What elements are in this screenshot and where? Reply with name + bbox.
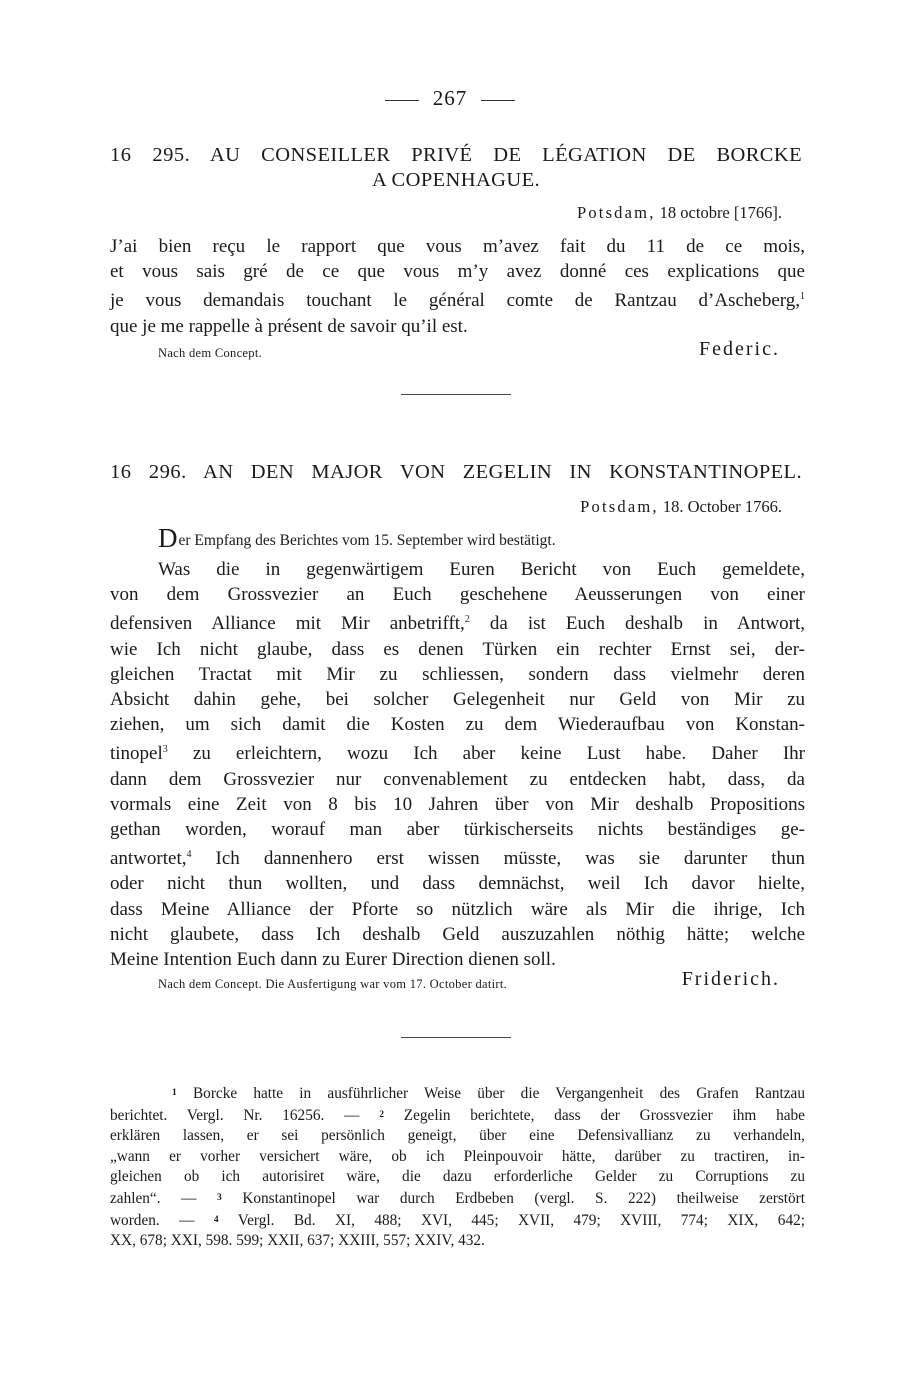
letter2-date: 18. October 1766. bbox=[662, 497, 782, 516]
letter2-number: 16 296. bbox=[110, 461, 187, 483]
letter1-heading-line2: A COPENHAGUE. bbox=[371, 169, 541, 191]
letter2-body-line: dann dem Grossvezier nur convenablement zu entdecken habt, dass, da bbox=[110, 768, 805, 790]
letter1-number: 16 295. bbox=[110, 144, 191, 166]
letter2-body-line: vormals eine Zeit von 8 bis 10 Jahren über von Mir deshalb Propositions bbox=[110, 793, 805, 815]
letter2-summary-initial: D bbox=[158, 523, 178, 553]
footnote-line bbox=[110, 1210, 805, 1232]
letter2-body bbox=[110, 557, 805, 972]
footnote-ref-4[interactable]: 4 bbox=[186, 849, 192, 861]
footnotes bbox=[110, 1083, 805, 1252]
section-divider bbox=[401, 394, 511, 395]
letter1-dateline bbox=[577, 203, 782, 223]
letter2-body-line: Was die in gegenwärtigem Euren Bericht von Euch gemeldete, bbox=[158, 559, 805, 580]
footnote-line-text: Zegelin berichtete, dass der Grossvezier ihm habe bbox=[403, 1106, 805, 1124]
footnote-mark-4: 4 bbox=[213, 1214, 219, 1225]
letter1-heading-text: AU CONSEILLER PRIVÉ DE LÉGATION DE BORCKE bbox=[209, 144, 802, 166]
footnote-line: gleichen ob ich autorisiret wäre, die dazu erforderliche Gelder zu Corruptions zu bbox=[110, 1168, 805, 1186]
letter2-body-line: nicht glaubete, dass Ich deshalb Geld auszuzahlen nöthig hätte; welche bbox=[110, 923, 805, 945]
footnote-mark-3: 3 bbox=[216, 1192, 222, 1203]
footnote-ref-2[interactable]: 2 bbox=[464, 614, 470, 626]
letter1-body-line: que je me rappelle à présent de savoir qu’il est. bbox=[110, 315, 468, 337]
letter2-body-line-text: antwortet, bbox=[110, 848, 187, 870]
letter2-body-line bbox=[110, 737, 805, 766]
letter2-body-line bbox=[110, 842, 805, 871]
page-number-text: 267 bbox=[432, 86, 468, 110]
footnote-line bbox=[110, 1105, 805, 1127]
footnote-line-text: berichtet. Vergl. Nr. 16256. — bbox=[110, 1106, 360, 1124]
footnote-line bbox=[110, 1188, 805, 1210]
footnote-line: XX, 678; XXI, 598. 599; XXII, 637; XXIII, 557; XXIV, 432. bbox=[110, 1232, 485, 1250]
letter2-body-line: dass Meine Alliance der Pforte so nützlich wäre als Mir die ihrige, Ich bbox=[110, 898, 805, 920]
letter1-signature: Federic. bbox=[699, 338, 780, 360]
letter1-body-line: J’ai bien reçu le rapport que vous m’avez fait du 11 de ce mois, bbox=[110, 236, 805, 257]
letter2-body-line: Meine Intention Euch dann zu Eurer Direction dienen soll. bbox=[110, 949, 556, 971]
letter2-summary-text: er Empfang des Berichtes vom 15. September wird bestätigt. bbox=[178, 532, 556, 549]
letter2-body-line: von dem Grossvezier an Euch geschehene Aeusserungen von einer bbox=[110, 584, 805, 606]
page-number-dash-left bbox=[385, 100, 419, 101]
letter1-body-line: et vous sais gré de ce que vous m’y avez donné ces explications que bbox=[110, 261, 805, 283]
letter2-body-line: gethan worden, worauf man aber türkischerseits nichts beständiges ge- bbox=[110, 819, 805, 841]
letter1-heading bbox=[110, 143, 802, 193]
footnote-line-text: zahlen“. — bbox=[110, 1189, 197, 1207]
letter2-body-line: oder nicht thun wollten, und dass demnächst, weil Ich davor hielte, bbox=[110, 873, 805, 895]
letter2-body-line: ziehen, um sich damit die Kosten zu dem Wiederaufbau von Konstan- bbox=[110, 714, 805, 736]
footnote-line: „wann er vorher versichert wäre, ob ich Pleinpouvoir hätte, darüber zu tractiren, in- bbox=[110, 1147, 805, 1165]
page-number bbox=[0, 86, 900, 111]
letter1-source-note: Nach dem Concept. bbox=[158, 346, 263, 360]
letter2-heading bbox=[110, 460, 802, 485]
footnote-ref-3[interactable]: 3 bbox=[162, 744, 168, 756]
letter2-body-line-text: defensiven Alliance mit Mir anbetrifft, bbox=[110, 613, 465, 635]
letter2-source-note: Nach dem Concept. Die Ausfertigung war vom 17. October datirt. bbox=[158, 977, 508, 991]
letter2-summary bbox=[158, 523, 556, 554]
letter2-heading-line1 bbox=[110, 460, 802, 485]
letter1-body-line-text: je vous demandais touchant le général comte de Rantzau d’Ascheberg, bbox=[110, 290, 800, 312]
letter2-body-line-text: tinopel bbox=[110, 743, 163, 765]
footnote-line bbox=[110, 1083, 805, 1105]
letter1-heading-line1 bbox=[110, 143, 802, 168]
letter2-body-line-text: Ich dannenhero erst wissen müsste, was sie darunter thun bbox=[191, 848, 805, 870]
letter2-body-line-text: zu erleichtern, wozu Ich aber keine Lust habe. Daher Ihr bbox=[167, 743, 805, 765]
letter1-date: 18 octobre [1766]. bbox=[659, 203, 782, 222]
letter2-date-place: Potsdam, bbox=[580, 497, 659, 516]
footnote-mark-2: 2 bbox=[379, 1109, 384, 1120]
footnote-line-text: Vergl. Bd. XI, 488; XVI, 445; XVII, 479; XVIII, 774; XIX, 642; bbox=[237, 1211, 805, 1229]
letter2-body-line-text: da ist Euch deshalb in Antwort, bbox=[469, 613, 805, 635]
section-divider bbox=[401, 1037, 511, 1038]
letter2-signature: Friderich. bbox=[681, 968, 780, 990]
footnote-line-text: Borcke hatte in ausführlicher Weise über die Vergangenheit des Grafen Rantzau bbox=[192, 1085, 805, 1102]
footnote-line-text: Konstantinopel war durch Erdbeben (vergl. S. 222) theilweise zerstört bbox=[242, 1189, 806, 1207]
footnote-line-text: worden. — bbox=[110, 1211, 195, 1229]
footnote-ref-1[interactable]: 1 bbox=[800, 291, 805, 303]
letter1-body bbox=[110, 234, 805, 339]
letter2-body-line: gleichen Tractat mit Mir zu schliessen, sondern dass vielmehr deren bbox=[110, 663, 805, 685]
letter2-heading-text: AN DEN MAJOR VON ZEGELIN IN KONSTANTINOPEL. bbox=[203, 461, 802, 483]
letter2-dateline bbox=[580, 497, 782, 517]
page-number-dash-right bbox=[481, 100, 515, 101]
letter1-body-line bbox=[110, 284, 805, 313]
letter2-body-line bbox=[110, 607, 805, 636]
letter1-date-place: Potsdam, bbox=[576, 203, 656, 222]
footnote-line: erklären lassen, er sei persönlich geneigt, über eine Defensivallianz zu verhandeln, bbox=[110, 1127, 805, 1145]
footnote-mark-1: 1 bbox=[172, 1088, 177, 1098]
letter2-body-line: wie Ich nicht glaube, dass es denen Türken ein rechter Ernst sei, der- bbox=[110, 638, 805, 660]
letter2-body-line: Absicht dahin gehe, bei solcher Gelegenheit nur Geld von Mir zu bbox=[110, 689, 805, 711]
